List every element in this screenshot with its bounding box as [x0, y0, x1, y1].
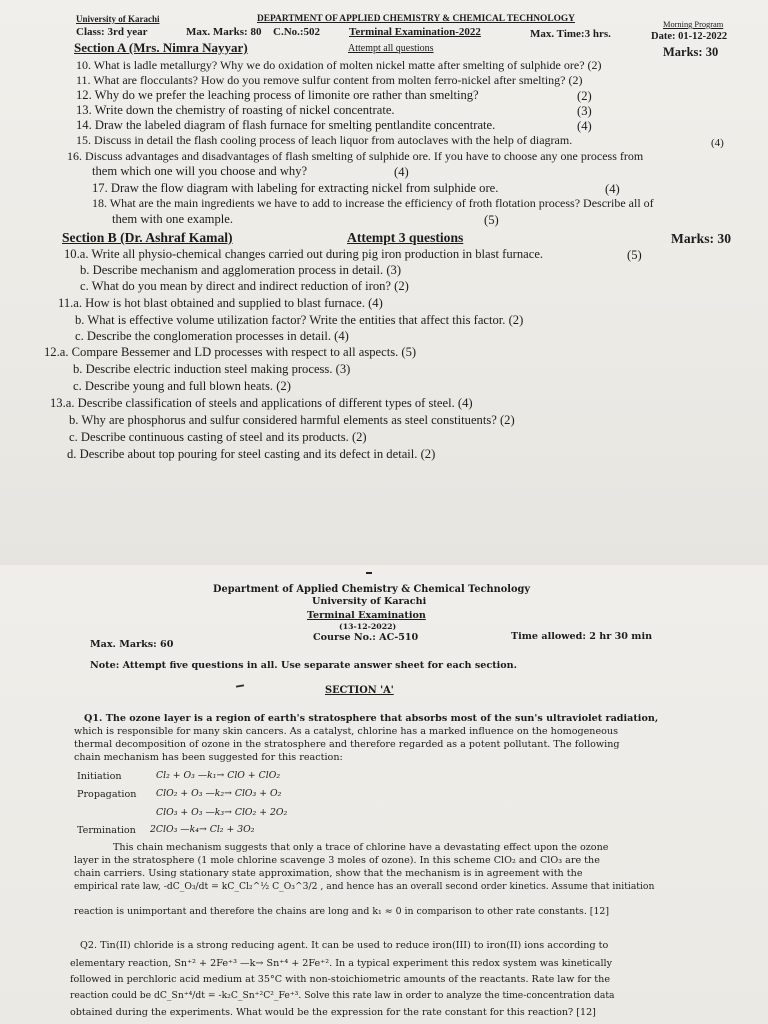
section-a-marks: Marks: 30 — [663, 45, 719, 59]
max-time-label: Max. Time:3 hrs. — [530, 28, 611, 40]
question-b12c: c. Describe young and full blown heats. (2) — [73, 379, 291, 393]
question-a17: 17. Draw the flow diagram with labeling for extracting nickel from sulphide ore. — [92, 181, 499, 195]
question-a16: 16. Discuss advantages and disadvantages of flash smelting of sulphide ore. If you have to choose any one process from — [67, 149, 644, 163]
course-number: C.No.:502 — [273, 26, 321, 38]
q1-text: Q1. The ozone layer is a region of earth's stratosphere that absorbs most of the sun's ultraviolet radiation, — [84, 713, 659, 724]
question-a18: 18. What are the main ingredients we have to add to increase the efficiency of froth flotation process? Describe all of — [92, 196, 654, 210]
p2-exam-date: (13-12-2022) — [339, 622, 397, 631]
q1-line-2: which is responsible for many skin cancers. As a catalyst, chlorine has a marked influence on the homogeneous — [74, 726, 619, 737]
question-a16-marks: (4) — [394, 165, 409, 179]
question-a15: 15. Discuss in detail the flash cooling process of leach liquor from autoclaves with the help of diagram. — [76, 133, 573, 147]
q1-tail-1: This chain mechanism suggests that only a trace of chlorine have a devastating effect upon the ozone — [113, 842, 609, 853]
q1-tail-2: layer in the stratosphere (1 mole chlorine scavenge 3 moles of ozone). In this scheme ClO₂ and ClO₃ are the — [74, 855, 600, 866]
question-a17-marks: (4) — [605, 182, 620, 196]
question-a14-marks: (4) — [577, 119, 592, 133]
question-b10a: 10.a. Write all physio-chemical changes carried out during pig iron production in blast furnace. — [64, 247, 544, 261]
question-a10: 10. What is ladle metallurgy? Why we do oxidation of molten nickel matte after smelting of sulphide ore? (2) — [76, 58, 602, 72]
department-name: DEPARTMENT OF APPLIED CHEMISTRY & CHEMICAL TECHNOLOGY — [257, 14, 575, 24]
p2-department: Department of Applied Chemistry & Chemical Technology — [213, 584, 531, 595]
question-a16-cont: them which one will you choose and why? — [92, 164, 308, 178]
p2-course-number: Course No.: AC-510 — [313, 632, 419, 643]
q1-line-1 — [84, 714, 658, 724]
question-b10c: c. What do you mean by direct and indirect reduction of iron? (2) — [80, 279, 409, 293]
q1-line-4: chain mechanism has been suggested for this reaction: — [74, 752, 343, 763]
q1-tail-5: reaction is unimportant and therefore the chains are long and k₁ ≈ 0 in comparison to other rate constants. [12] — [74, 906, 610, 917]
exam-title: Terminal Examination-2022 — [349, 26, 481, 38]
class-label: Class: 3rd year — [76, 26, 148, 38]
question-b13c: c. Describe continuous casting of steel and its products. (2) — [69, 430, 367, 444]
q1-tail-4: empirical rate law, -dC_O₃/dt = kC_Cl₂^½ C_O₃^3/2 , and hence has an overall second order kinetics. Assume that initiation — [74, 881, 655, 892]
q2-line-1: Q2. Tin(II) chloride is a strong reducing agent. It can be used to reduce iron(III) to iron(II) ions according to — [80, 940, 609, 951]
q2-line-4: reaction could be dC_Sn⁺⁴/dt = -k₂C_Sn⁺²C²_Fe⁺³. Solve this rate law in order to analyze the time-concentration data — [70, 990, 615, 1001]
question-a14: 14. Draw the labeled diagram of flash furnace for smelting pentlandite concentrate. — [76, 118, 496, 132]
question-b11a: 11.a. How is hot blast obtained and supplied to blast furnace. (4) — [58, 296, 383, 310]
question-a13: 13. Write down the chemistry of roasting of nickel concentrate. — [76, 103, 395, 117]
question-a12: 12. Why do we prefer the leaching process of limonite ore rather than smelting? — [76, 88, 479, 102]
question-b13b: b. Why are phosphorus and sulfur considered harmful elements as steel constituents? (2) — [69, 413, 515, 427]
p2-note: Note: Attempt five questions in all. Use separate answer sheet for each section. — [90, 660, 518, 671]
question-b12b: b. Describe electric induction steel making process. (3) — [73, 362, 351, 376]
question-b13a: 13.a. Describe classification of steels and applications of different types of steel. (4) — [50, 396, 473, 410]
p2-university: University of Karachi — [312, 596, 427, 607]
section-a-title: Section A (Mrs. Nimra Nayyar) — [74, 40, 248, 55]
p2-section-a-title: SECTION 'A' — [325, 685, 394, 696]
question-b10a-marks: (5) — [627, 248, 642, 262]
question-a13-marks: (3) — [577, 104, 592, 118]
section-b-instruction: Attempt 3 questions — [347, 230, 464, 245]
q1-tail-3: chain carriers. Using stationary state approximation, show that the mechanism is in agreement with the — [74, 868, 583, 879]
question-b13d: d. Describe about top pouring for steel casting and its defect in detail. (2) — [67, 447, 436, 461]
question-a15-marks: (4) — [711, 137, 724, 149]
question-a18-cont: them with one example. — [112, 212, 234, 226]
q2-line-2: elementary reaction, Sn⁺² + 2Fe⁺³ —k→ Sn⁺⁴ + 2Fe⁺². In a typical experiment this redox system was kinetically — [70, 958, 613, 969]
program-label: Morning Program — [663, 20, 724, 29]
p2-max-marks: Max. Marks: 60 — [90, 639, 174, 650]
max-marks-label: Max. Marks: 80 — [186, 26, 262, 38]
question-b10b: b. Describe mechanism and agglomeration process in detail. (3) — [80, 263, 402, 277]
section-b-marks: Marks: 30 — [671, 231, 732, 246]
question-a12-marks: (2) — [577, 89, 592, 103]
question-a18-marks: (5) — [484, 213, 499, 227]
section-b-title: Section B (Dr. Ashraf Kamal) — [62, 230, 233, 245]
p2-exam-title: Terminal Examination — [307, 610, 426, 621]
mechanism-propagation-eq-2: ClO₃ + O₃ —k₃→ ClO₂ + 2O₂ — [156, 807, 288, 818]
mechanism-termination-eq: 2ClO₃ —k₄→ Cl₂ + 3O₂ — [150, 824, 255, 835]
q1-line-3: thermal decomposition of ozone in the stratosphere and therefore regarded as a potent pollutant. The following — [74, 739, 620, 750]
exam-date: Date: 01-12-2022 — [651, 31, 728, 42]
section-a-instruction: Attempt all questions — [348, 43, 434, 54]
mechanism-initiation-label: Initiation — [77, 771, 122, 782]
q2-line-5: obtained during the experiments. What would be the expression for the rate constant for this reaction? [12] — [70, 1007, 596, 1018]
question-a11: 11. What are flocculants? How do you remove sulfur content from molten ferro-nickel after smelting? (2) — [76, 73, 583, 87]
question-b12a: 12.a. Compare Bessemer and LD processes with respect to all aspects. (5) — [44, 345, 417, 359]
mechanism-propagation-label: Propagation — [77, 789, 137, 800]
p2-time-allowed: Time allowed: 2 hr 30 min — [511, 631, 653, 642]
mechanism-termination-label: Termination — [77, 825, 136, 836]
question-b11b: b. What is effective volume utilization factor? Write the entities that affect this factor. (2) — [75, 313, 524, 327]
q2-line-3: followed in perchloric acid medium at 35°C with non-stoichiometric amounts of the reactants. Rate law for the — [70, 974, 611, 985]
mechanism-propagation-eq-1: ClO₂ + O₃ —k₂→ ClO₃ + O₂ — [156, 788, 282, 799]
university-name: University of Karachi — [76, 14, 160, 24]
mechanism-initiation-eq: Cl₂ + O₃ —k₁→ ClO + ClO₂ — [156, 770, 281, 781]
question-b11c: c. Describe the conglomeration processes in detail. (4) — [75, 329, 349, 343]
mark-dash — [366, 572, 372, 574]
